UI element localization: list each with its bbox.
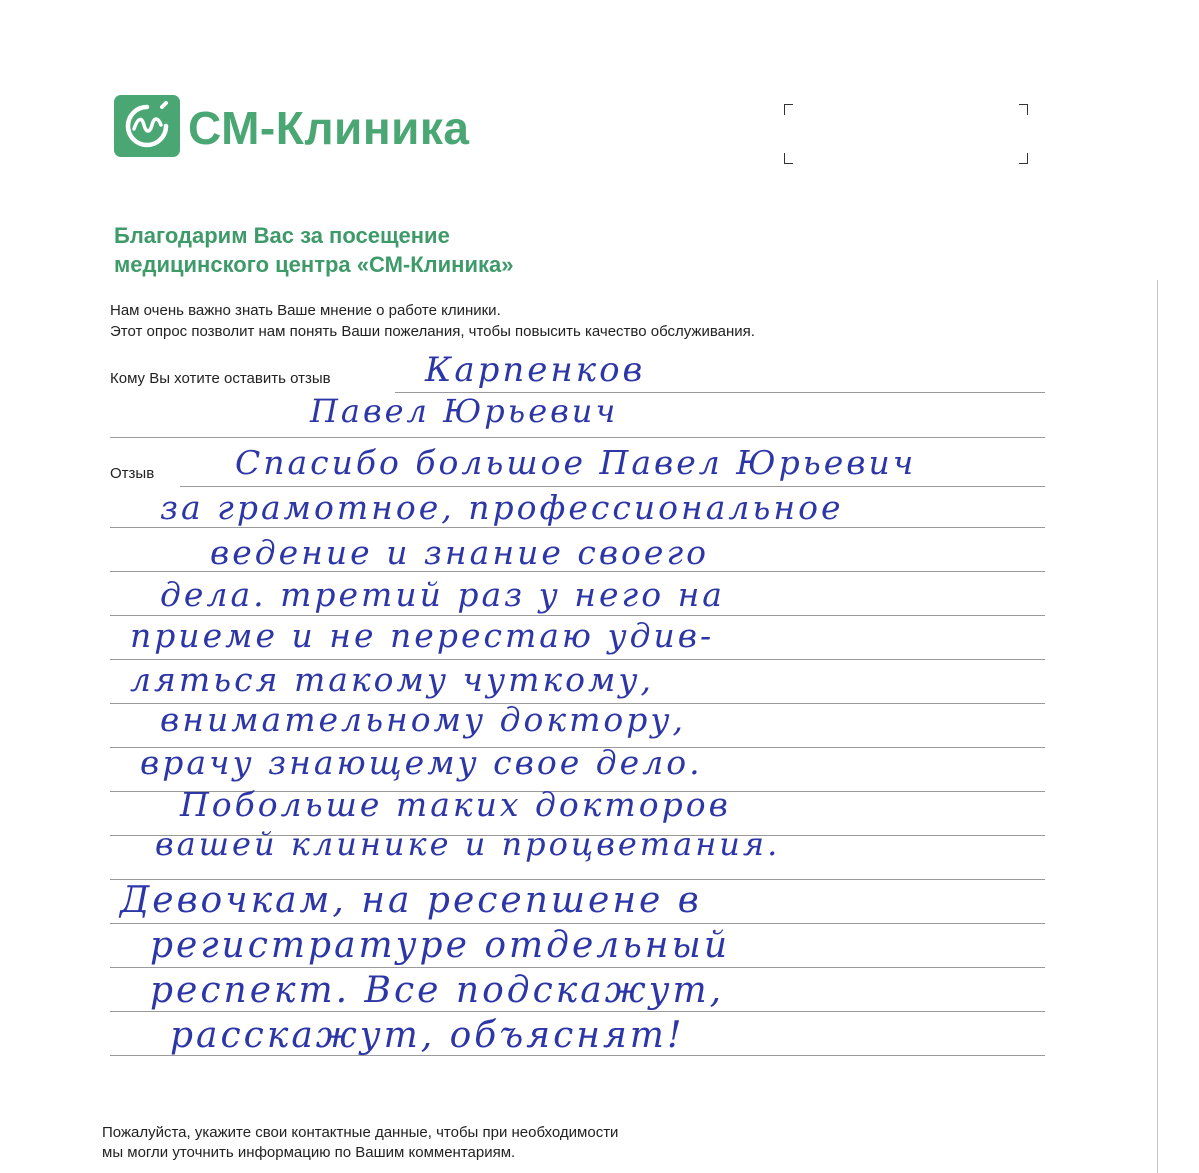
intro-line2: Этот опрос позволит нам понять Ваши пожелания, чтобы повысить качество обслуживания. [110, 323, 755, 340]
intro-line1: Нам очень важно знать Ваше мнение о работе клиники. [110, 302, 501, 319]
stamp-corner-top-left [784, 104, 793, 115]
review-handwriting-line5: приеме и не перестаю удив- [130, 616, 715, 655]
review-handwriting-line13: респект. Все подскажут, [150, 970, 725, 1011]
review-label: Отзыв [110, 465, 155, 482]
review-handwriting-line7: внимательному доктору, [160, 700, 687, 739]
recipient-handwriting-line2: Павел Юрьевич [310, 392, 619, 430]
thanks-heading-line2: медицинского центра «СМ-Клиника» [114, 252, 514, 277]
form-rule-line [110, 967, 1045, 968]
review-handwriting-line11: Девочкам, на ресепшене в [120, 880, 702, 921]
thanks-heading [114, 221, 513, 279]
intro-text [110, 300, 755, 342]
clinic-logo-icon [114, 95, 180, 157]
form-rule-line [110, 1011, 1045, 1012]
form-rule-line [110, 437, 1045, 438]
recipient-label: Кому Вы хотите оставить отзыв [110, 370, 331, 387]
review-handwriting-line12: регистратуре отдельный [150, 925, 731, 966]
form-rule-line [180, 486, 1045, 487]
review-handwriting-line8: врачу знающему свое дело. [140, 743, 703, 782]
contact-request-line1: Пожалуйста, укажите свои контактные данные, чтобы при необходимости [102, 1124, 619, 1141]
scan-edge-line [1157, 280, 1158, 1173]
review-handwriting-line10: вашей клинике и процветания. [155, 825, 781, 863]
recipient-handwriting-line1: Карпенков [425, 350, 646, 390]
stamp-corner-bottom-right [1019, 153, 1028, 164]
clinic-brand-name: СМ-Клиника [188, 102, 470, 154]
contact-request-line2: мы могли уточнить информацию по Вашим комментариям. [102, 1144, 516, 1161]
review-handwriting-line9: Побольше таких докторов [180, 785, 731, 824]
review-handwriting-line2: за грамотное, профессиональное [160, 488, 844, 527]
stamp-corner-bottom-left [784, 153, 793, 164]
contact-request-text [102, 1123, 618, 1163]
review-handwriting-line14: расскажут, объяснят! [170, 1015, 685, 1056]
form-rule-line [110, 923, 1045, 924]
review-handwriting-line1: Спасибо большое Павел Юрьевич [235, 443, 917, 482]
review-handwriting-line3: ведение и знание своего [210, 533, 709, 572]
form-rule-line [110, 527, 1045, 528]
review-handwriting-line6: ляться такому чуткому, [130, 660, 655, 699]
thanks-heading-line1: Благодарим Вас за посещение [114, 223, 450, 248]
review-handwriting-line4: дела. третий раз у него на [160, 575, 725, 614]
stamp-corner-top-right [1019, 104, 1028, 115]
